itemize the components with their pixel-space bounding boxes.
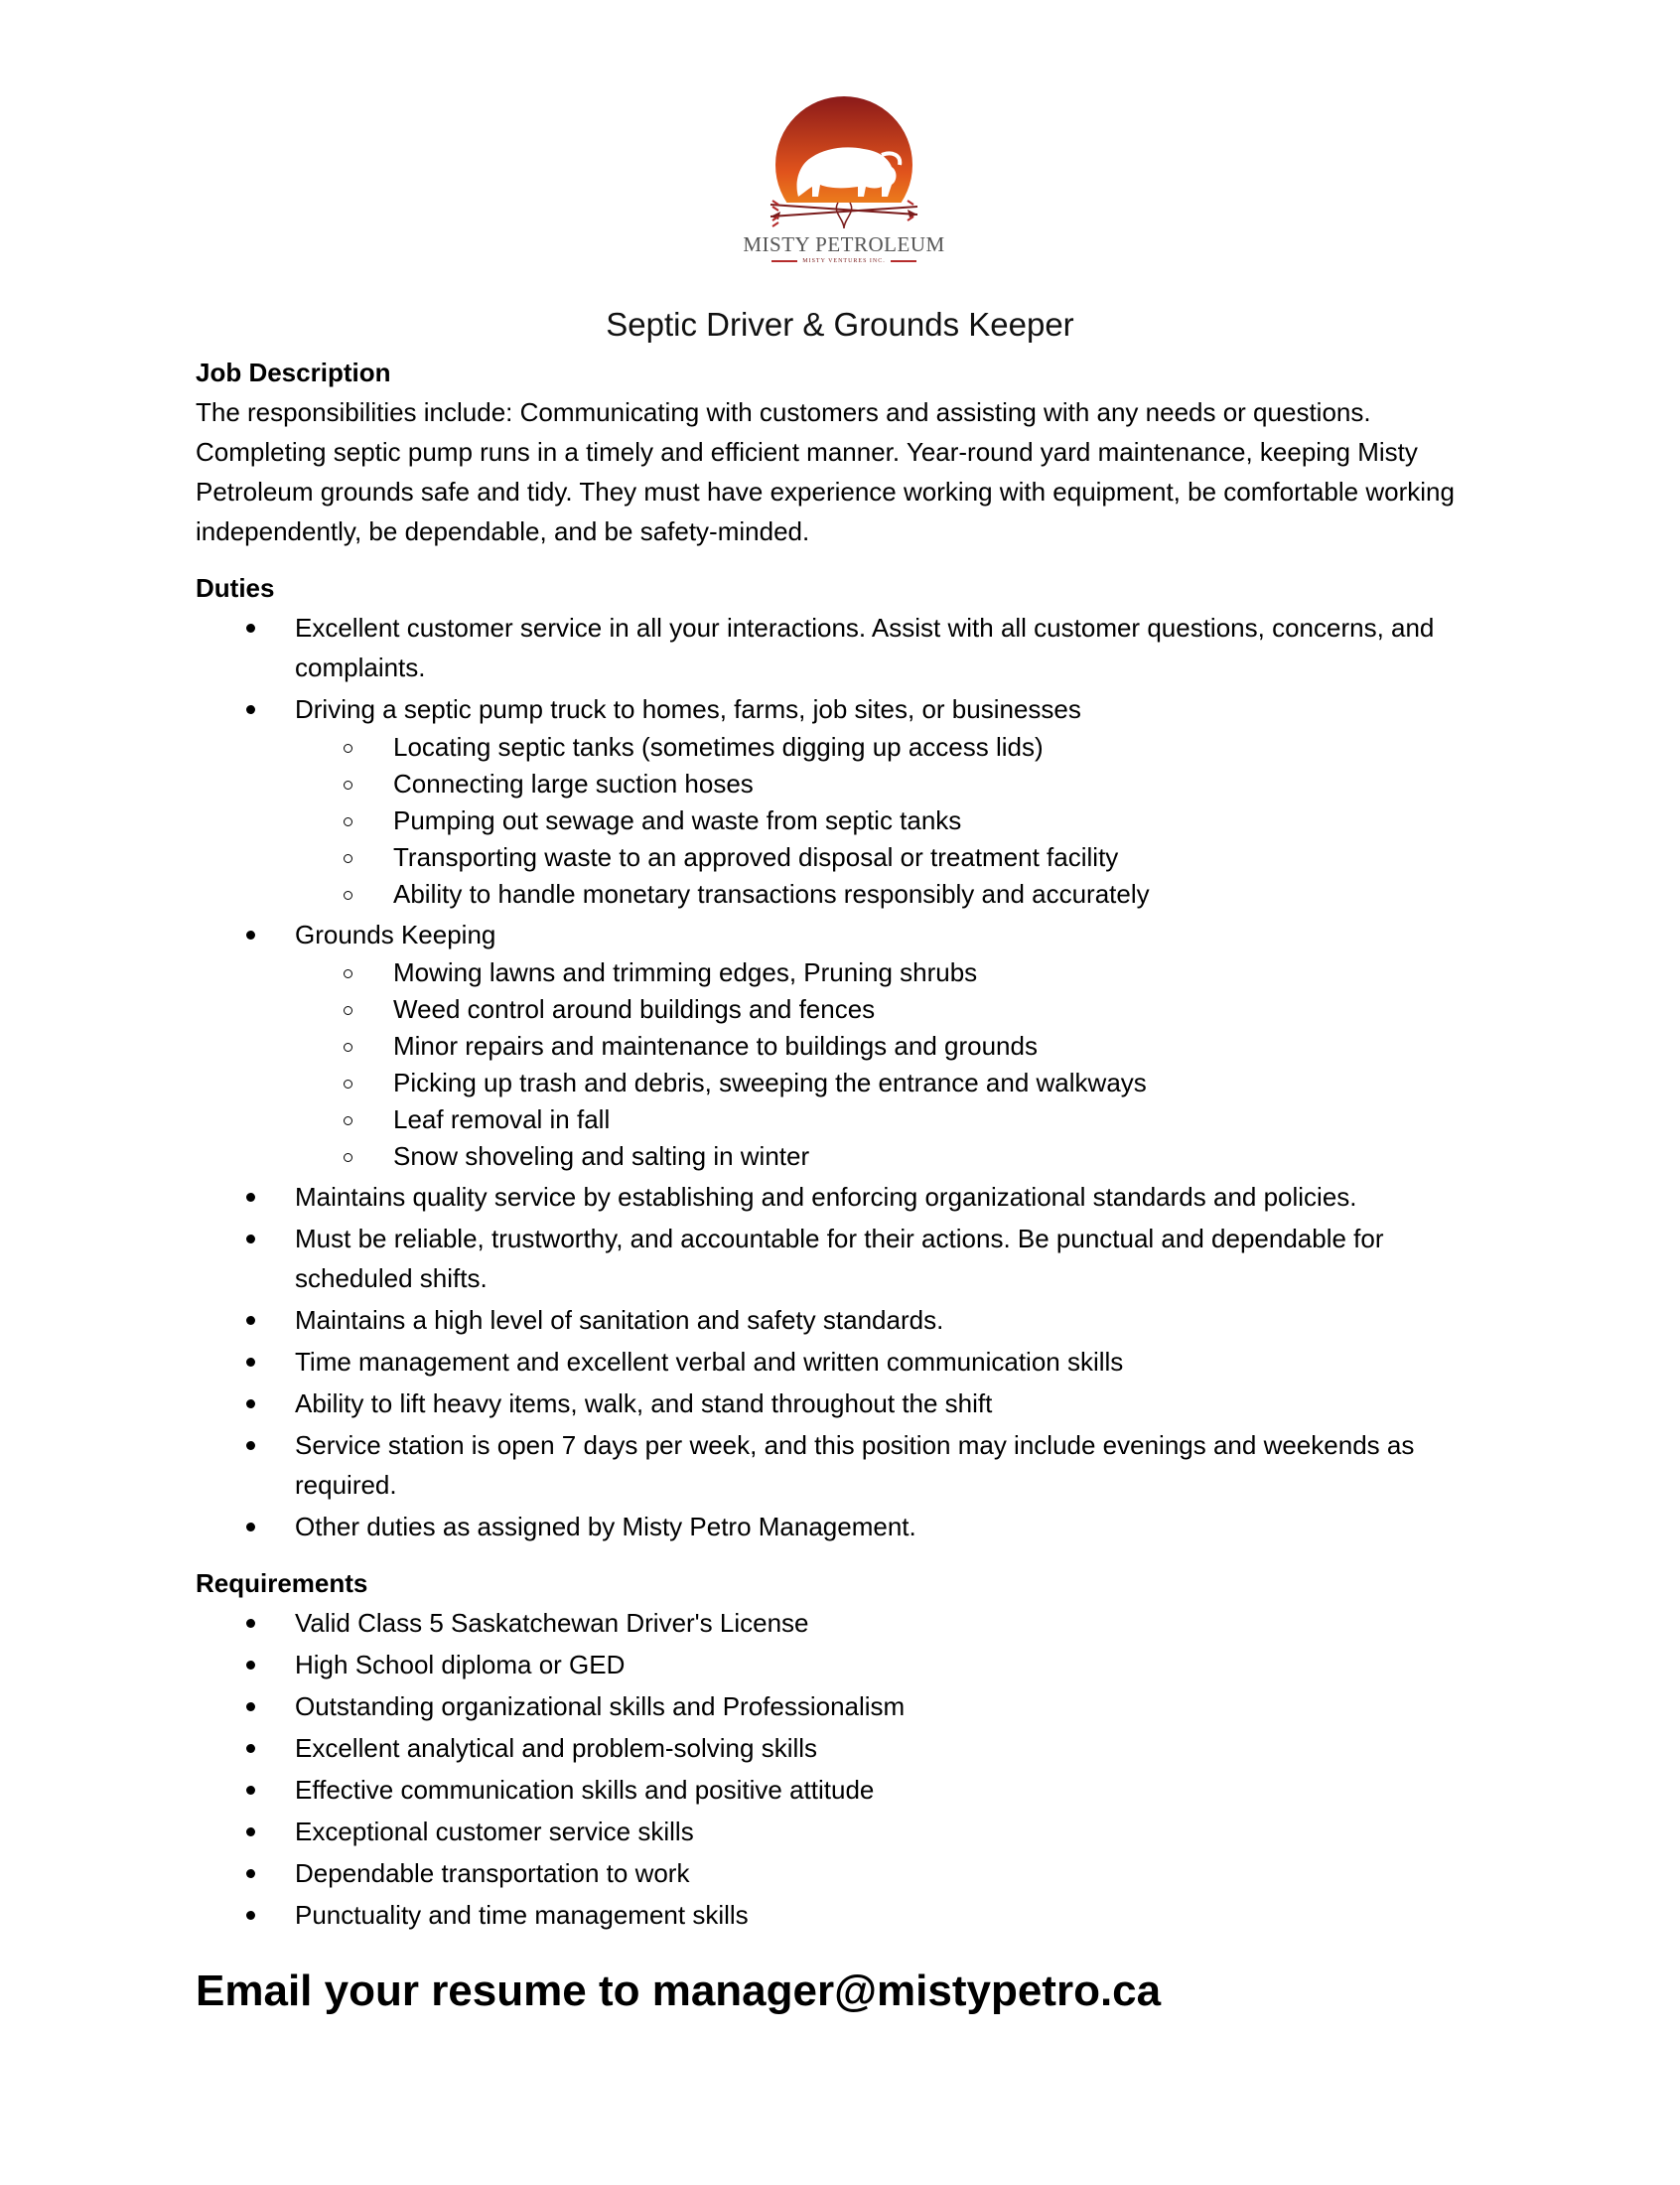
duty-subitem: Connecting large suction hoses xyxy=(196,766,1486,802)
logo-company-name: MISTY PETROLEUM xyxy=(743,232,945,256)
requirement-item: Effective communication skills and positive attitude xyxy=(196,1770,1486,1810)
duty-sublist xyxy=(295,729,1486,913)
requirement-item: Valid Class 5 Saskatchewan Driver's License xyxy=(196,1603,1486,1643)
duty-subitem: Picking up trash and debris, sweeping the entrance and walkways xyxy=(196,1065,1486,1101)
duty-subitem: Ability to handle monetary transactions responsibly and accurately xyxy=(196,876,1486,913)
company-logo xyxy=(733,93,955,274)
requirement-item: Dependable transportation to work xyxy=(196,1853,1486,1893)
requirements-section xyxy=(196,1563,1486,1935)
duty-item-text: Excellent customer service in all your interactions. Assist with all customer questions, concerns, and complaints. xyxy=(295,613,1435,682)
duty-item xyxy=(196,1384,1486,1423)
duty-subitem: Leaf removal in fall xyxy=(196,1101,1486,1138)
duty-item-text: Other duties as assigned by Misty Petro Management. xyxy=(295,1512,916,1541)
duty-item xyxy=(196,1425,1486,1505)
duty-item-text: Must be reliable, trustworthy, and accountable for their actions. Be punctual and dependable for scheduled shifts. xyxy=(295,1224,1384,1293)
duties-heading: Duties xyxy=(196,573,275,603)
duty-item xyxy=(196,1177,1486,1217)
job-description-text: The responsibilities include: Communicating with customers and assisting with any needs or questions. Completing septic pump runs in a timely and efficient manner. Year-round yard maintenance, keeping Misty Petroleum grounds safe and tidy. They must have experience working with equipment, be comfortable working independently, be dependable, and be safety-minded. xyxy=(196,397,1455,546)
duty-sublist xyxy=(295,954,1486,1175)
requirements-list xyxy=(196,1603,1486,1935)
bison-sun-icon xyxy=(733,93,955,232)
duty-subitem: Snow shoveling and salting in winter xyxy=(196,1138,1486,1175)
requirements-heading: Requirements xyxy=(196,1568,368,1598)
duty-item-text: Grounds Keeping xyxy=(295,920,496,949)
duty-item xyxy=(196,689,1486,913)
job-description-heading: Job Description xyxy=(196,358,391,387)
duty-item xyxy=(196,1342,1486,1382)
duties-list xyxy=(196,608,1486,1546)
duty-subitem: Pumping out sewage and waste from septic tanks xyxy=(196,802,1486,839)
duty-item xyxy=(196,608,1486,687)
job-description-section xyxy=(196,353,1486,551)
logo-subtitle: MISTY VENTURES INC. xyxy=(733,258,955,264)
duties-section xyxy=(196,568,1486,1546)
requirement-item: Exceptional customer service skills xyxy=(196,1812,1486,1851)
duty-item xyxy=(196,1507,1486,1546)
duty-item-text: Ability to lift heavy items, walk, and stand throughout the shift xyxy=(295,1388,993,1418)
duty-subitem: Mowing lawns and trimming edges, Pruning shrubs xyxy=(196,954,1486,991)
duty-item xyxy=(196,1219,1486,1298)
requirement-item: High School diploma or GED xyxy=(196,1645,1486,1684)
duty-item-text: Maintains quality service by establishing and enforcing organizational standards and policies. xyxy=(295,1182,1357,1212)
email-call-to-action: Email your resume to manager@mistypetro.ca xyxy=(196,1966,1162,2015)
page-title: Septic Driver & Grounds Keeper xyxy=(606,306,1074,343)
duty-subitem: Locating septic tanks (sometimes digging up access lids) xyxy=(196,729,1486,766)
duty-item-text: Time management and excellent verbal and written communication skills xyxy=(295,1347,1124,1377)
duty-item-text: Service station is open 7 days per week, and this position may include evenings and weekends as required. xyxy=(295,1430,1415,1500)
duty-subitem: Minor repairs and maintenance to buildings and grounds xyxy=(196,1028,1486,1065)
duty-subitem: Weed control around buildings and fences xyxy=(196,991,1486,1028)
requirement-item: Punctuality and time management skills xyxy=(196,1895,1486,1935)
duty-item-text: Maintains a high level of sanitation and safety standards. xyxy=(295,1305,944,1335)
requirement-item: Excellent analytical and problem-solving skills xyxy=(196,1728,1486,1768)
duty-subitem: Transporting waste to an approved disposal or treatment facility xyxy=(196,839,1486,876)
duty-item-text: Driving a septic pump truck to homes, farms, job sites, or businesses xyxy=(295,694,1081,724)
duty-item xyxy=(196,1300,1486,1340)
requirement-item: Outstanding organizational skills and Professionalism xyxy=(196,1686,1486,1726)
duty-item xyxy=(196,915,1486,1175)
